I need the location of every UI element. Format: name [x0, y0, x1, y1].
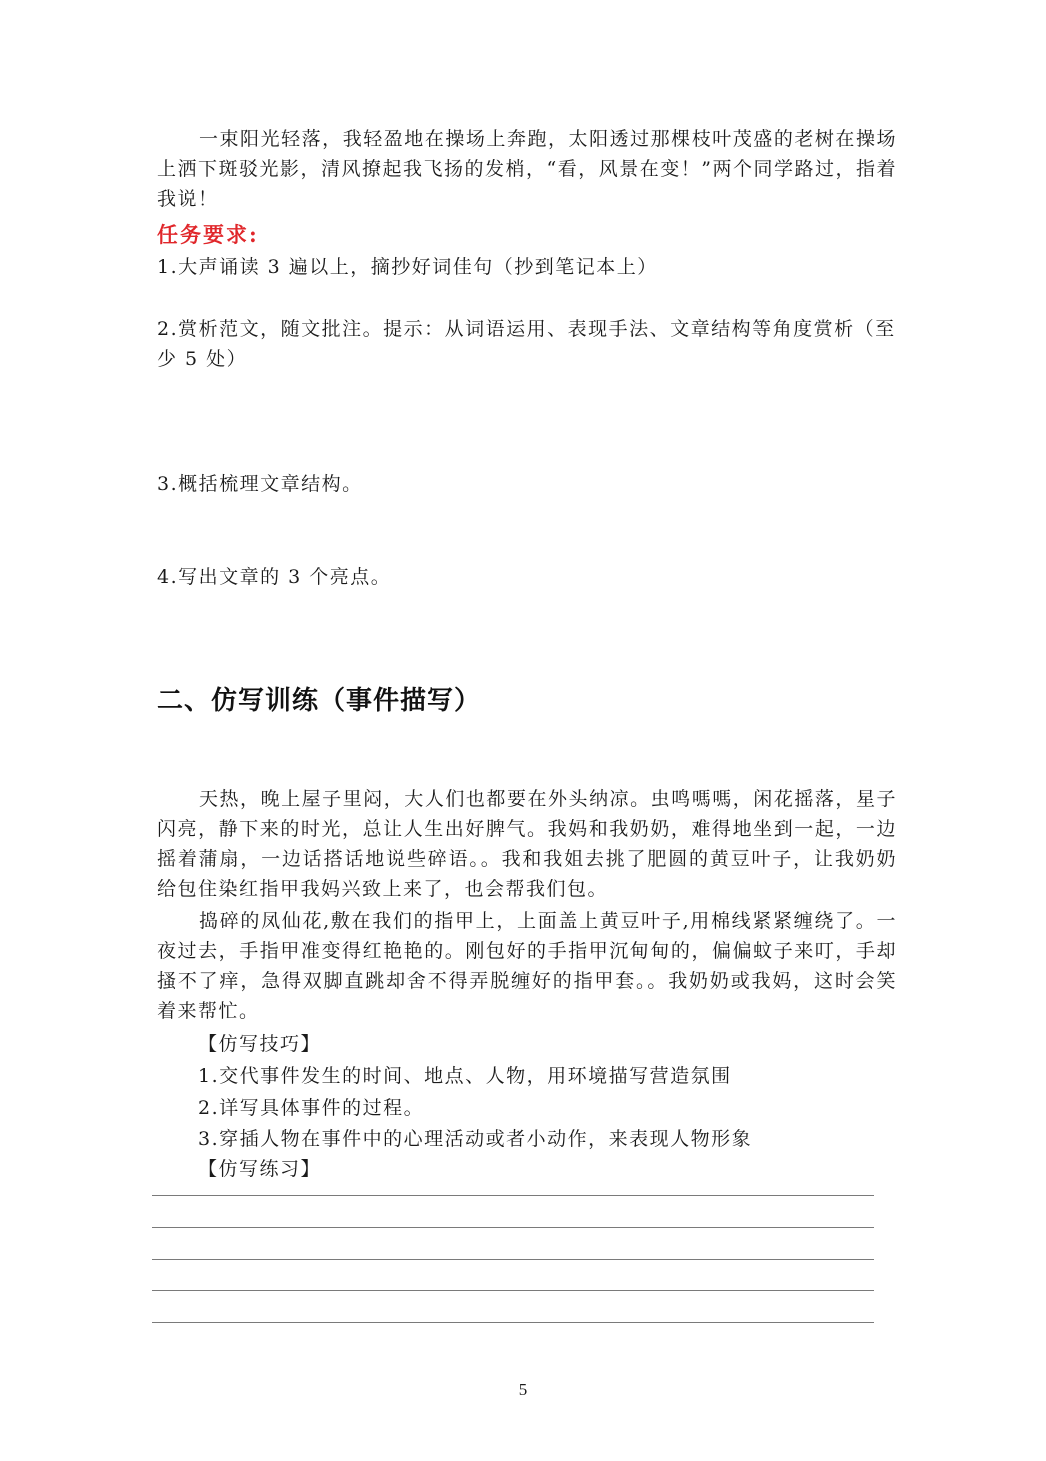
sample-paragraph-1: 天热，晚上屋子里闷，大人们也都要在外头纳凉。虫鸣嗎嗎，闲花摇落，星子闪亮，静下来的时光，总让人生出好脾气。我妈和我奶奶，难得地坐到一起，一边摇着蒲扇，一边话搭话地说些碎语。。我和我姐去挑了肥圆的黄豆叶子，让我奶奶给包住染红指甲我妈兴致上来了，也会帮我们包。 [157, 788, 897, 900]
task-item-4: 4.写出文章的 3 个亮点。 [157, 566, 392, 588]
writing-line [152, 1290, 874, 1291]
page-number: 5 [518, 1380, 528, 1399]
task-item-1: 1.大声诵读 3 遍以上，摘抄好词佳句（抄到笔记本上） [157, 256, 658, 278]
intro-paragraph: 一束阳光轻落，我轻盈地在操场上奔跑，太阳透过那棵枝叶茂盛的老树在操场上洒下斑驳光影，清风撩起我飞扬的发梢，“看，风景在变！”两个同学路过，指着我说！ [157, 128, 897, 210]
tip-item-2: 2.详写具体事件的过程。 [198, 1097, 425, 1119]
task-item-3: 3.概括梳理文章结构。 [157, 473, 363, 495]
writing-line [152, 1322, 874, 1323]
sample-paragraph-2: 捣碎的凤仙花,敷在我们的指甲上，上面盖上黄豆叶子,用棉线紧紧缠绕了。一夜过去，手指甲准变得红艳艳的。刚包好的手指甲沉甸甸的，偏偏蚊子来叮，手却搔不了痒，急得双脚直跳却舍不得弄脱缠好的指甲套。。我奶奶或我妈，这时会笑着来帮忙。 [157, 910, 897, 1022]
tip-item-1: 1.交代事件发生的时间、地点、人物，用环境描写营造氛围 [198, 1065, 732, 1087]
task-requirements-title: 任务要求: [157, 222, 259, 247]
writing-line [152, 1227, 874, 1228]
writing-line [152, 1259, 874, 1260]
practice-label: 【仿写练习】 [198, 1158, 322, 1180]
tip-item-3: 3.穿插人物在事件中的心理活动或者小动作，来表现人物形象 [198, 1128, 753, 1150]
writing-line [152, 1195, 874, 1196]
task-item-2: 2.赏析范文，随文批注。提示：从词语运用、表现手法、文章结构等角度赏析（至少 5 处） [157, 318, 896, 370]
tips-label: 【仿写技巧】 [198, 1033, 322, 1055]
section-heading: 二、仿写训练（事件描写） [157, 686, 482, 716]
